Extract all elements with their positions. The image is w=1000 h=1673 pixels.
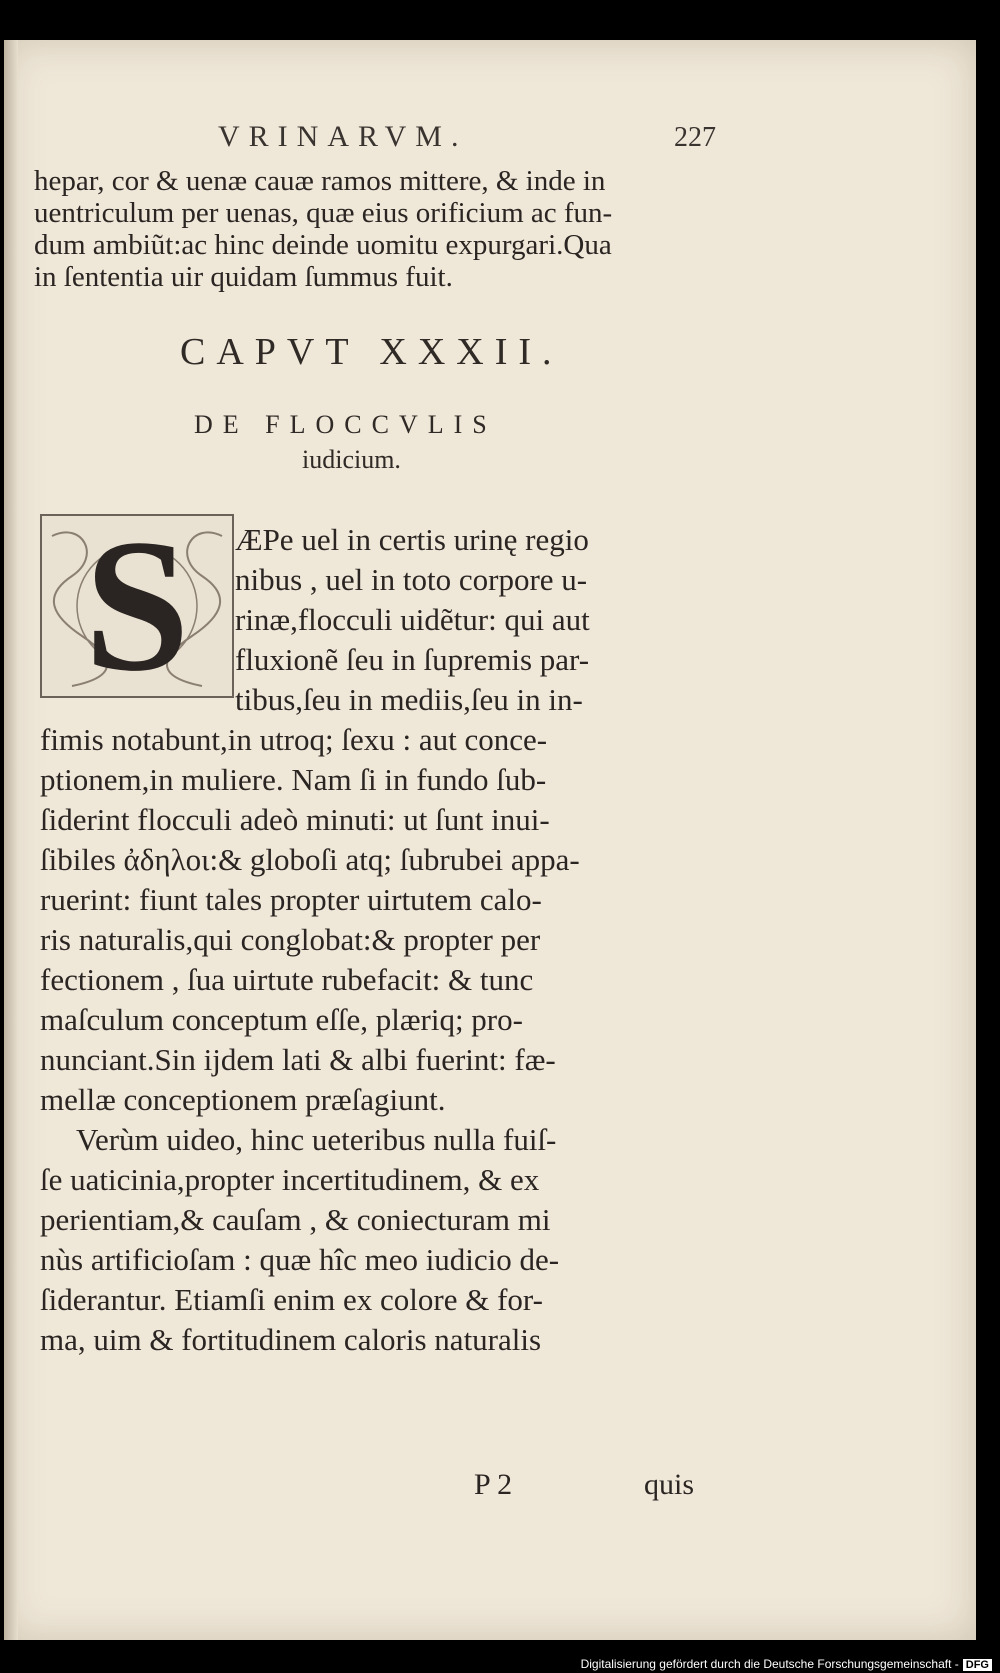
chapter-subtitle: DE FLOCCVLIS — [194, 410, 497, 439]
top-paragraph — [34, 165, 734, 293]
text-line: nibus , uel in toto corpore u- — [235, 562, 588, 597]
text-line: tibus,ſeu in mediis,ſeu in in- — [235, 682, 583, 717]
chapter-subtitle-2: iudicium. — [302, 445, 401, 474]
text-line: uentriculum per uenas, quæ eius orificium ac fun- — [34, 197, 613, 229]
text-line: ÆPe uel in certis urinę regio — [235, 522, 589, 557]
text-line: fluxionẽ ſeu in ſupremis par- — [235, 642, 590, 677]
page-header — [4, 120, 976, 160]
page-number: 227 — [674, 122, 716, 153]
text-line: ris naturalis,qui conglobat:& propter per — [40, 922, 541, 957]
text-line: fectionem , ſua uirtute rubefacit: & tunc — [40, 962, 534, 997]
signature-mark: P 2 — [474, 1468, 513, 1501]
digitization-credit — [581, 1657, 992, 1671]
text-line: ptionem,in muliere. Nam ſi in fundo ſub- — [40, 762, 547, 797]
text-line: perientiam,& cauſam , & coniecturam mi — [40, 1202, 551, 1237]
text-line: ruerint: fiunt tales propter uirtutem calo- — [40, 882, 542, 917]
text-line: Verùm uideo, hinc ueteribus nulla fuiſ- — [76, 1122, 557, 1157]
dropcap-letter: S — [84, 501, 190, 711]
text-line: ſiderantur. Etiamſi enim ex colore & for- — [40, 1282, 543, 1317]
text-line: ſiderint flocculi adeò minuti: ut ſunt inui- — [40, 802, 550, 837]
text-line: ſe uaticinia,propter incertitudinem, & ex — [40, 1162, 540, 1197]
text-line: hepar, cor & uenæ cauæ ramos mittere, & inde in — [34, 165, 606, 197]
book-page — [4, 40, 976, 1640]
text-line: nunciant.Sin ijdem lati & albi fuerint: fæ- — [40, 1042, 556, 1077]
text-line: dum ambiũt:ac hinc deinde uomitu expurgari.Qua — [34, 229, 612, 261]
text-line: rinæ,flocculi uidẽtur: qui aut — [235, 602, 590, 637]
page-gutter — [4, 40, 18, 1640]
text-line: ma, uim & fortitudinem caloris naturalis — [40, 1322, 542, 1357]
chapter-title: CAPVT XXXII. — [180, 331, 563, 373]
text-line: in ſententia uir quidam ſummus fuit. — [34, 261, 453, 293]
main-paragraph — [40, 520, 740, 1360]
catchword: quis — [644, 1468, 695, 1501]
text-line: ſibiles ἀδηλοι:& globoſi atq; ſubrubei appa- — [40, 842, 580, 877]
text-line: maſculum conceptum eſſe, plæriq; pro- — [40, 1002, 523, 1037]
text-line: mellæ conceptionem præſagiunt. — [40, 1082, 446, 1117]
text-line: nùs artificioſam : quæ hîc meo iudicio de- — [40, 1242, 560, 1277]
credit-text: Digitalisierung gefördert durch die Deutsche Forschungsgemeinschaft - — [580, 1657, 959, 1671]
text-line: fimis notabunt,in utroq; ſexu : aut conce- — [40, 722, 548, 757]
dfg-logo: DFG — [963, 1659, 992, 1671]
running-head: VRINARVM. — [218, 120, 468, 153]
